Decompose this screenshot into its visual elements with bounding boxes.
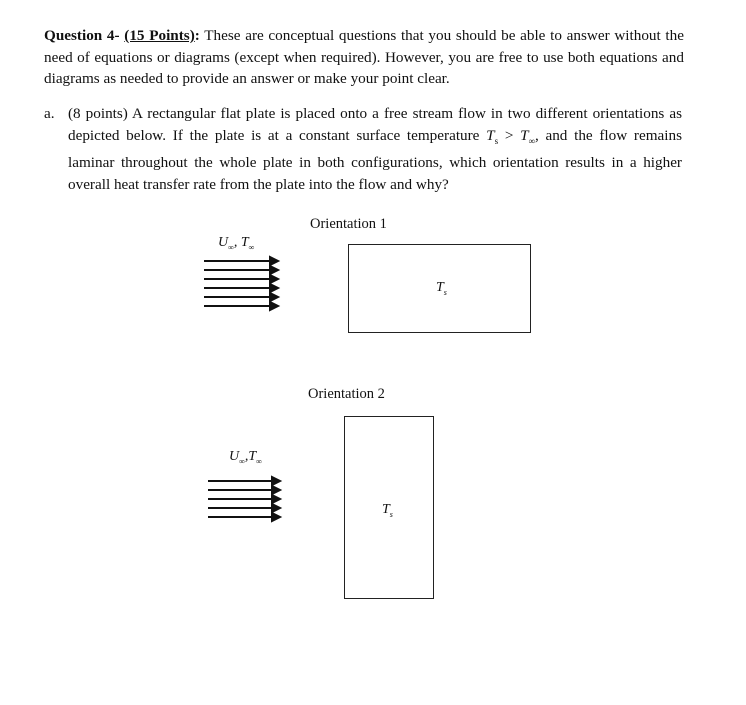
flow-arrow-head: [270, 266, 278, 274]
plate-t-subscript: s: [443, 287, 447, 297]
flow-arrow-head: [270, 293, 278, 301]
flow-arrow-head: [272, 504, 280, 512]
flow-arrow-head: [272, 486, 280, 494]
part-a-text-after: , and the flow remains laminar throughout the whole plate in both configurations, which orientation results in a higher overall heat transfer rate from the plate into the flow and why?: [68, 126, 682, 193]
orientation-2-plate-temp: [382, 502, 393, 519]
flow-arrow-head: [270, 275, 278, 283]
flow-t-symbol: T: [240, 235, 249, 250]
tinf-subscript: ∞: [528, 135, 535, 146]
orientation-1-flow-arrows: [204, 256, 280, 316]
orientation-1-title: Orientation 1: [310, 216, 387, 232]
question-intro: [44, 25, 684, 90]
orientation-2-flow-arrows: [208, 476, 284, 536]
flow-u-subscript: ∞: [228, 242, 234, 252]
orientation-2-flow-label: [229, 449, 262, 466]
flow-arrow-head: [272, 477, 280, 485]
orientation-2-title: Orientation 2: [308, 386, 385, 402]
flow-arrow-head: [270, 302, 278, 310]
ts-symbol: T: [486, 126, 495, 144]
plate-t-symbol: T: [382, 502, 390, 517]
orientation-1-plate-temp: [436, 280, 447, 297]
question-intro-text: These are conceptual questions that you should be able to answer without the need of equations or diagrams (except when required). However, you are free to use both equations and diagrams as needed to provide an answer or make your point clear.: [44, 27, 684, 87]
flow-arrow-head: [272, 495, 280, 503]
orientation-1-flow-label: [218, 235, 254, 252]
question-colon: :: [194, 27, 200, 44]
greater-than: >: [498, 126, 521, 144]
flow-t-subscript: ∞: [256, 456, 262, 466]
flow-u-symbol: U: [218, 235, 229, 250]
flow-t-subscript: ∞: [248, 242, 255, 252]
question-heading: Question 4-: [44, 27, 125, 44]
part-a-text: [68, 103, 682, 195]
part-a-marker: a.: [44, 105, 55, 122]
part-a-text-before: (8 points) A rectangular flat plate is placed onto a free stream flow in two different orientations as depicted below. If the plate is at a constant surface temperature: [68, 105, 682, 144]
plate-t-subscript: s: [389, 509, 393, 519]
flow-arrow-head: [272, 513, 280, 521]
ts-subscript: s: [494, 135, 499, 146]
flow-separator: ,: [244, 449, 249, 464]
flow-arrow-head: [270, 257, 278, 265]
flow-separator: ,: [233, 235, 241, 250]
plate-t-symbol: T: [436, 280, 444, 295]
flow-u-subscript: ∞: [239, 456, 245, 466]
tinf-symbol: T: [520, 126, 529, 144]
flow-arrow-head: [270, 284, 278, 292]
flow-u-symbol: U: [229, 449, 240, 464]
question-points: (15 Points): [124, 27, 195, 44]
flow-t-symbol: T: [248, 449, 257, 464]
